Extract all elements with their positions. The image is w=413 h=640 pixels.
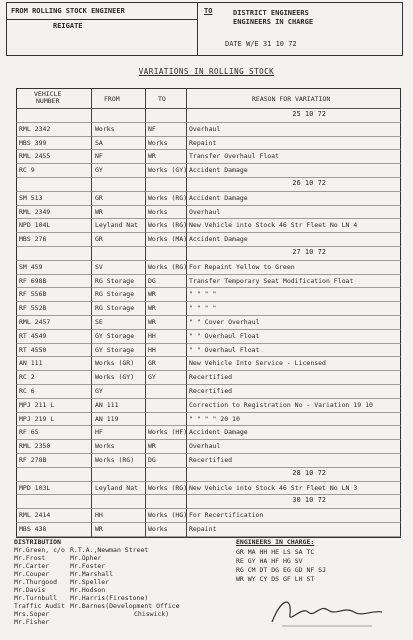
from-label: FROM ROLLING STOCK ENGINEER [11, 7, 125, 15]
vehicle-number: MBS 438 [19, 525, 47, 533]
distribution-recipient: Mr.Speller [70, 578, 110, 586]
reason-cell: Transfer Overhaul Float [189, 152, 280, 161]
engineers-codes: RE GY HA HF HG SV [236, 557, 303, 565]
table-row [16, 123, 401, 135]
from-cell: Works (GR) [95, 359, 135, 368]
row-date: 28 10 72 [292, 468, 326, 477]
to-cell: WR [148, 152, 156, 161]
table-row [16, 509, 401, 521]
table-row [16, 288, 401, 300]
distribution-recipient: Mr.Hodson [70, 586, 106, 594]
reason-cell: Correction to Registration No - Variation 19 10 [189, 400, 373, 409]
vehicle-number: MPJ 219 L [19, 414, 55, 423]
to-cell: Works (HG) [148, 511, 188, 520]
date-row [16, 109, 401, 121]
engineers-codes: WR WY CY DS GF LH ST [236, 575, 315, 583]
reason-cell: " " " " [189, 304, 217, 313]
from-cell: Works [95, 442, 115, 451]
distribution-recipient: Mr.Green, c/o [14, 546, 65, 554]
header-from-rule [7, 19, 197, 20]
vehicle-number: AN 111 [19, 359, 43, 368]
table-row [16, 150, 401, 162]
distribution-recipient: R.T.A.,Newman Street [70, 546, 149, 554]
vehicle-number: RF 552B [19, 304, 47, 313]
table-row [16, 137, 401, 149]
distribution-recipient: Mr.Turnbull [14, 594, 58, 602]
to-cell: NF [148, 124, 156, 133]
distribution-recipient: Mrs.Soper [14, 610, 50, 618]
table-row [16, 261, 401, 273]
table-row [16, 440, 401, 452]
to-line-1: DISTRICT ENGINEERS [233, 9, 309, 17]
distribution-recipient: Mr.Frost [14, 554, 46, 562]
from-cell: Works (RG) [95, 456, 135, 464]
row-date: 27 10 72 [292, 248, 326, 256]
row-date: 30 10 72 [292, 496, 326, 505]
vehicle-number: MBS 276 [19, 235, 47, 244]
table-row [16, 206, 401, 218]
from-cell: SV [95, 262, 103, 271]
from-cell: RG Storage [95, 276, 135, 285]
to-cell: WR [148, 290, 156, 299]
vehicle-number: RML 2414 [19, 511, 51, 520]
table-row [16, 454, 401, 466]
vehicle-number: RT 4550 [19, 345, 47, 354]
date-row [16, 178, 401, 190]
to-cell: Works (GY) [148, 166, 188, 175]
from-cell: AN 111 [95, 400, 119, 409]
table-row [16, 357, 401, 369]
table-row [16, 426, 401, 438]
from-cell: Works [95, 124, 115, 133]
col-number: NUMBER [36, 97, 60, 105]
row-date: 25 10 72 [292, 110, 326, 118]
reason-cell: Repaint [189, 525, 217, 533]
distribution-recipient: Mr.Thurgood [14, 578, 58, 586]
reason-cell: New Vehicle into Stock 46 Str Fleet No LN 3 [189, 483, 358, 492]
to-cell: HH [148, 331, 156, 340]
document-title: VARIATIONS IN ROLLING STOCK [138, 67, 275, 76]
from-cell: Leyland Nat [95, 483, 139, 492]
vehicle-number: RF 698B [19, 276, 47, 285]
table-row [16, 275, 401, 287]
date-row [16, 247, 401, 259]
vehicle-number: RC 6 [19, 387, 35, 395]
to-label: TO [204, 7, 213, 15]
from-cell: WR [95, 207, 103, 216]
distribution-recipient: Mr.Foster [70, 562, 106, 570]
from-cell: Works (GY) [95, 373, 135, 382]
distribution-recipient: Mr.Harris(Firestone) [70, 594, 149, 602]
reason-cell: New Vehicle Into Service - Licensed [189, 359, 326, 368]
distribution-recipient: Mr.Barnes(Development Office [70, 602, 180, 610]
to-cell: Works (MA) [148, 235, 188, 244]
to-cell: GY [148, 373, 156, 382]
vehicle-number: RF 65 [19, 428, 39, 437]
table-row [16, 344, 401, 356]
table-row [16, 316, 401, 328]
reason-cell: For Repaint Yellow to Green [189, 262, 295, 271]
from-cell: Leyland Nat [95, 221, 139, 230]
vehicle-number: RML 2350 [19, 442, 51, 451]
vehicle-number: RF 278B [19, 456, 47, 464]
reason-cell: " " Cover Overhaul [189, 318, 260, 326]
reason-cell: " " Overhaul Float [189, 345, 260, 354]
distribution-recipient: Mr.Couper [14, 570, 50, 578]
table-row [16, 482, 401, 494]
engineers-title: ENGINEERS IN CHARGE: [236, 538, 315, 546]
reason-cell: For Recertification [189, 511, 264, 520]
table-row [16, 302, 401, 314]
row-date: 26 10 72 [292, 179, 326, 187]
vehicle-number: MPD 103L [19, 483, 51, 492]
to-cell: Works (RG) [148, 221, 188, 230]
engineers-codes: GR MA HH HE LS SA TC [236, 548, 315, 556]
from-cell: GY [95, 166, 103, 175]
date-row [16, 468, 401, 480]
reason-cell: New Vehicle into Stock 46 Str Fleet No LN 4 [189, 221, 358, 230]
vehicle-number: RC 9 [19, 166, 35, 175]
reason-cell: Recertified [189, 456, 233, 464]
table-row [16, 371, 401, 383]
date-row [16, 495, 401, 507]
from-cell: WR [95, 525, 103, 533]
from-place: REIGATE [53, 22, 83, 30]
header-divider [197, 3, 198, 55]
reason-cell: Recertified [189, 373, 233, 382]
to-cell: Works (RG) [148, 193, 188, 202]
reason-cell: Recertified [189, 387, 233, 395]
header-box [6, 2, 403, 56]
from-cell: GR [95, 193, 103, 202]
header-date: DATE W/E 31 10 72 [225, 40, 297, 48]
to-cell: DG [148, 456, 156, 464]
from-cell: NF [95, 152, 103, 161]
distribution-recipient: Mr.Davis [14, 586, 46, 594]
reason-cell: Repaint [189, 138, 217, 147]
from-cell: HH [95, 511, 103, 520]
col-vehicle: VEHICLE [34, 90, 62, 98]
reason-cell: Transfer Temporary Seat Modification Float [189, 276, 354, 285]
reason-cell: Accident Damage [189, 235, 248, 244]
table-row [16, 219, 401, 231]
engineers-codes: RG CM DT DG EG GD NF SJ [236, 566, 327, 574]
table-row [16, 413, 401, 425]
from-cell: RG Storage [95, 290, 135, 299]
vehicle-number: NPD 104L [19, 221, 51, 230]
reason-cell: " " " " [189, 290, 217, 299]
to-cell: DG [148, 276, 156, 285]
to-cell: Works [148, 207, 168, 216]
table-row [16, 399, 401, 411]
from-cell: RG Storage [95, 304, 135, 313]
reason-cell: " " Overhaul Float [189, 331, 260, 340]
vehicle-number: RT 4549 [19, 331, 47, 340]
table-row [16, 192, 401, 204]
to-cell: Works [148, 138, 168, 147]
to-cell: WR [148, 304, 156, 313]
distribution-title: DISTRIBUTION [14, 538, 61, 546]
from-cell: AN 119 [95, 414, 119, 423]
reason-cell: Overhaul [189, 442, 221, 451]
reason-cell: Accident Damage [189, 428, 248, 437]
vehicle-number: RML 2342 [19, 124, 51, 133]
table-row [16, 233, 401, 245]
vehicle-number: SM 459 [19, 262, 43, 271]
to-cell: Works (RG) [148, 262, 188, 271]
col-from: FROM [104, 95, 120, 103]
distribution-recipient: Mr.Carter [14, 562, 50, 570]
table-row [16, 523, 401, 535]
vehicle-number: RC 2 [19, 373, 35, 382]
from-cell: SE [95, 318, 103, 326]
col-reason: REASON FOR VARIATION [252, 95, 331, 103]
from-cell: GR [95, 235, 103, 244]
distribution-recipient: Chiswick) [134, 610, 170, 618]
to-cell: Works (HF) [148, 428, 188, 437]
to-cell: Works (RG) [148, 483, 188, 492]
to-cell: WR [148, 442, 156, 451]
vehicle-number: MPJ 211 L [19, 400, 55, 409]
from-cell: GY Storage [95, 331, 135, 340]
table-row [16, 330, 401, 342]
to-cell: HH [148, 345, 156, 354]
to-cell: GR [148, 359, 156, 368]
reason-cell: " " " " 20 10 [189, 414, 240, 423]
table-row [16, 385, 401, 397]
reason-cell: Accident Damage [189, 193, 248, 202]
from-cell: SA [95, 138, 103, 147]
vehicle-number: SM 513 [19, 193, 43, 202]
table-row [16, 164, 401, 176]
reason-cell: Accident Damage [189, 166, 248, 175]
from-cell: GY Storage [95, 345, 135, 354]
distribution-recipient: Mr.Opher [70, 554, 102, 562]
to-cell: Works [148, 525, 168, 533]
from-cell: HF [95, 428, 103, 437]
reason-cell: Overhaul [189, 207, 221, 216]
reason-cell: Overhaul [189, 124, 221, 133]
signature [262, 592, 392, 632]
vehicle-number: RML 2349 [19, 207, 51, 216]
from-cell: GY [95, 387, 103, 395]
vehicle-number: MBS 399 [19, 138, 47, 147]
col-to: TO [158, 95, 166, 103]
distribution-recipient: Mr.Fisher [14, 618, 50, 626]
vehicle-number: RF 556B [19, 290, 47, 299]
distribution-recipient: Traffic Audit [14, 602, 65, 610]
distribution-recipient: Mr.Marshall [70, 570, 114, 578]
to-cell: WR [148, 318, 156, 326]
vehicle-number: RML 2455 [19, 152, 51, 161]
to-line-2: ENGINEERS IN CHARGE [233, 18, 314, 26]
vehicle-number: RML 2457 [19, 318, 51, 326]
